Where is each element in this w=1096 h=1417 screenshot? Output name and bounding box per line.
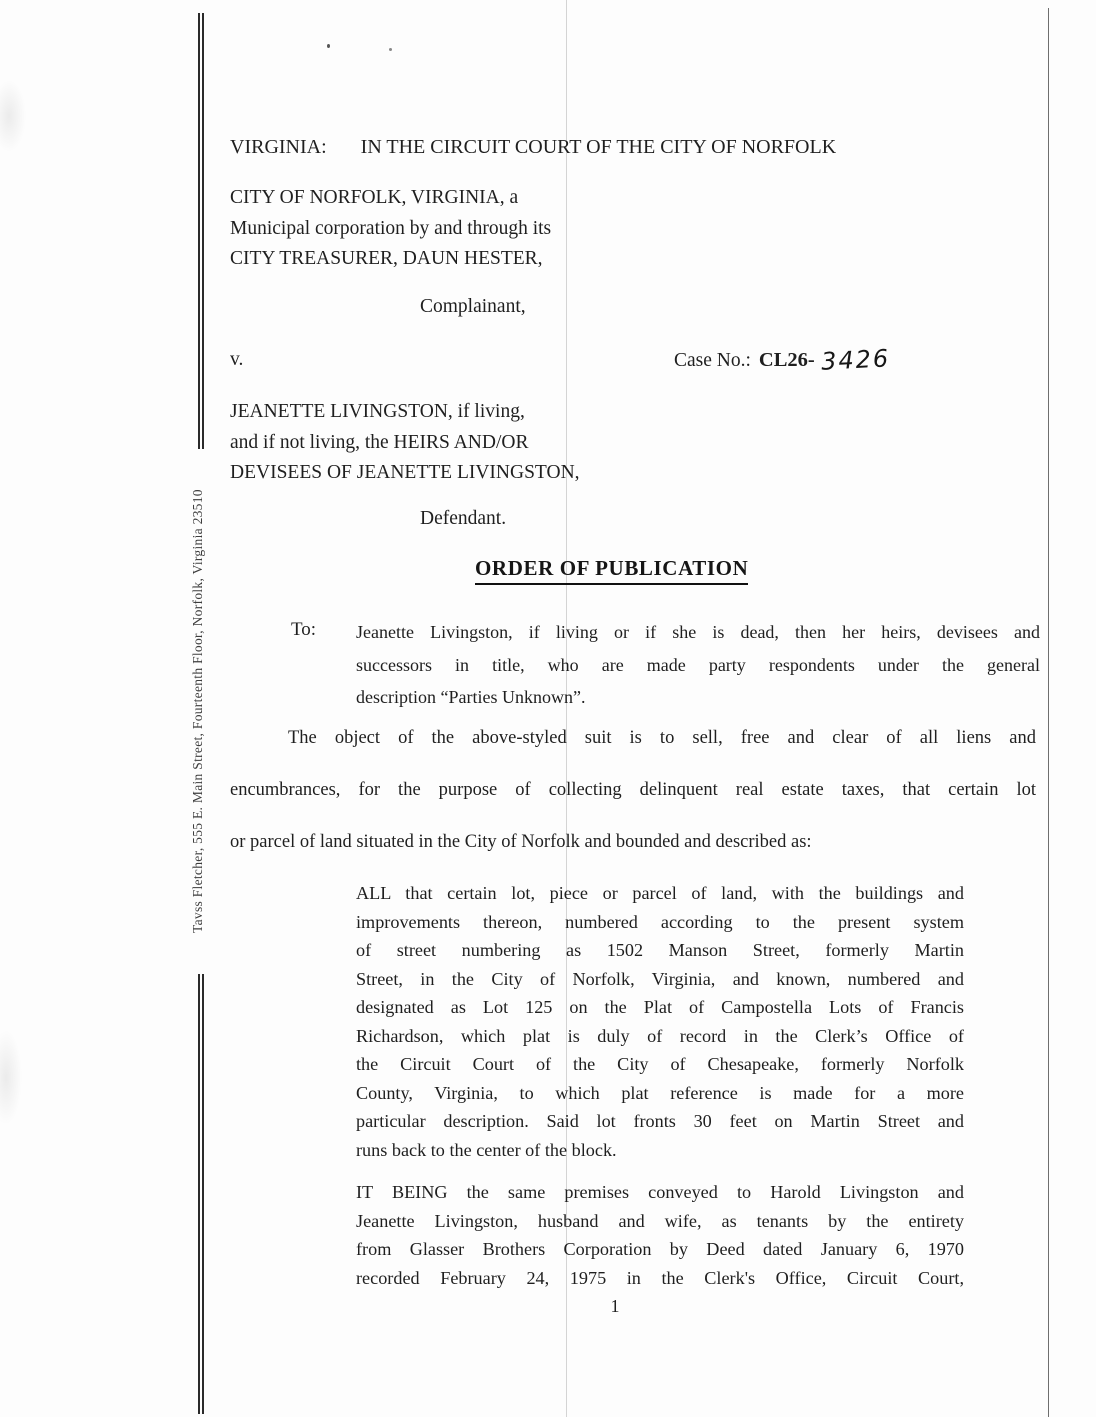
case-number-handwritten: 3426 bbox=[820, 344, 891, 376]
addressee-paragraph bbox=[356, 616, 1040, 714]
text-line: from Glasser Brothers Corporation by Deed dated January 6, 1970 bbox=[356, 1239, 964, 1259]
scan-smudge bbox=[0, 80, 26, 152]
text-line: recorded February 24, 1975 in the Clerk's Office, Circuit Court, bbox=[356, 1267, 964, 1288]
text-line: or parcel of land situated in the City of Norfolk and bounded and described as: bbox=[230, 832, 812, 852]
text-line: designated as Lot 125 on the Plat of Campostella Lots of Francis bbox=[356, 997, 964, 1017]
text-line: Street, in the City of Norfolk, Virginia, and known, numbered and bbox=[356, 968, 964, 989]
text-line: the Circuit Court of the City of Chesapeake, formerly Norfolk bbox=[356, 1054, 964, 1074]
court-header bbox=[230, 136, 836, 159]
scan-speck bbox=[327, 44, 330, 48]
defendant-label: Defendant. bbox=[420, 508, 507, 529]
page-number: 1 bbox=[610, 1296, 620, 1316]
letterhead-rule-bottom bbox=[198, 974, 204, 1414]
plaintiff-caption bbox=[230, 183, 551, 275]
court-header-name: IN THE CIRCUIT COURT OF THE CITY OF NORFOLK bbox=[360, 136, 837, 158]
letterhead-firm-address: Tavss Fletcher, 555 E. Main Street, Fourteenth Floor, Norfolk, Virginia 23510 bbox=[190, 489, 205, 933]
text-line: Richardson, which plat is duly of record in the Clerk’s Office of bbox=[356, 1025, 964, 1046]
text-line: and if not living, the HEIRS AND/OR bbox=[230, 431, 529, 453]
it-being-paragraph bbox=[356, 1178, 964, 1292]
court-header-state: VIRGINIA: bbox=[230, 136, 327, 158]
scan-edge-line bbox=[1048, 8, 1049, 1417]
to-label: To: bbox=[291, 619, 317, 640]
text-line: improvements thereon, numbered according to the present system bbox=[356, 911, 964, 932]
text-line: encumbrances, for the purpose of collecting delinquent real estate taxes, that certain lot bbox=[230, 780, 1036, 800]
text-line: successors in title, who are made party respondents under the general bbox=[356, 654, 1040, 675]
text-line: runs back to the center of the block. bbox=[356, 1139, 617, 1160]
versus-label: v. bbox=[230, 349, 244, 370]
text-line: DEVISEES OF JEANETTE LIVINGSTON, bbox=[230, 462, 580, 483]
object-of-suit-paragraph bbox=[230, 712, 1036, 868]
complainant-label: Complainant, bbox=[420, 296, 526, 317]
scan-speck bbox=[389, 48, 392, 51]
case-number-prefix: CL26- bbox=[758, 349, 815, 371]
text-line: ALL that certain lot, piece or parcel of land, with the buildings and bbox=[356, 883, 964, 903]
text-line: particular description. Said lot fronts 30 feet on Martin Street and bbox=[356, 1111, 964, 1131]
text-line: County, Virginia, to which plat reference is made for a more bbox=[356, 1082, 964, 1103]
text-line: CITY TREASURER, DAUN HESTER, bbox=[230, 248, 543, 269]
text-line: IT BEING the same premises conveyed to Harold Livingston and bbox=[356, 1182, 964, 1202]
text-line: JEANETTE LIVINGSTON, if living, bbox=[230, 401, 525, 422]
scan-smudge bbox=[0, 1030, 22, 1125]
text-line: CITY OF NORFOLK, VIRGINIA, a bbox=[230, 187, 519, 208]
case-number-label: Case No.: bbox=[674, 350, 751, 371]
property-description-paragraph bbox=[356, 879, 964, 1164]
text-line: Jeanette Livingston, husband and wife, as tenants by the entirety bbox=[356, 1210, 964, 1231]
text-line: of street numbering as 1502 Manson Street, formerly Martin bbox=[356, 940, 964, 960]
defendant-caption bbox=[230, 397, 580, 489]
case-number-row bbox=[674, 344, 891, 376]
page-title: ORDER OF PUBLICATION bbox=[475, 556, 748, 585]
text-line: Municipal corporation by and through its bbox=[230, 217, 552, 239]
text-line: description “Parties Unknown”. bbox=[356, 687, 586, 708]
text-line: The object of the above-styled suit is to sell, free and clear of all liens and bbox=[288, 728, 1036, 748]
text-line: Jeanette Livingston, if living or if she is dead, then her heirs, devisees and bbox=[356, 622, 1040, 642]
letterhead-rule-top bbox=[198, 13, 204, 449]
